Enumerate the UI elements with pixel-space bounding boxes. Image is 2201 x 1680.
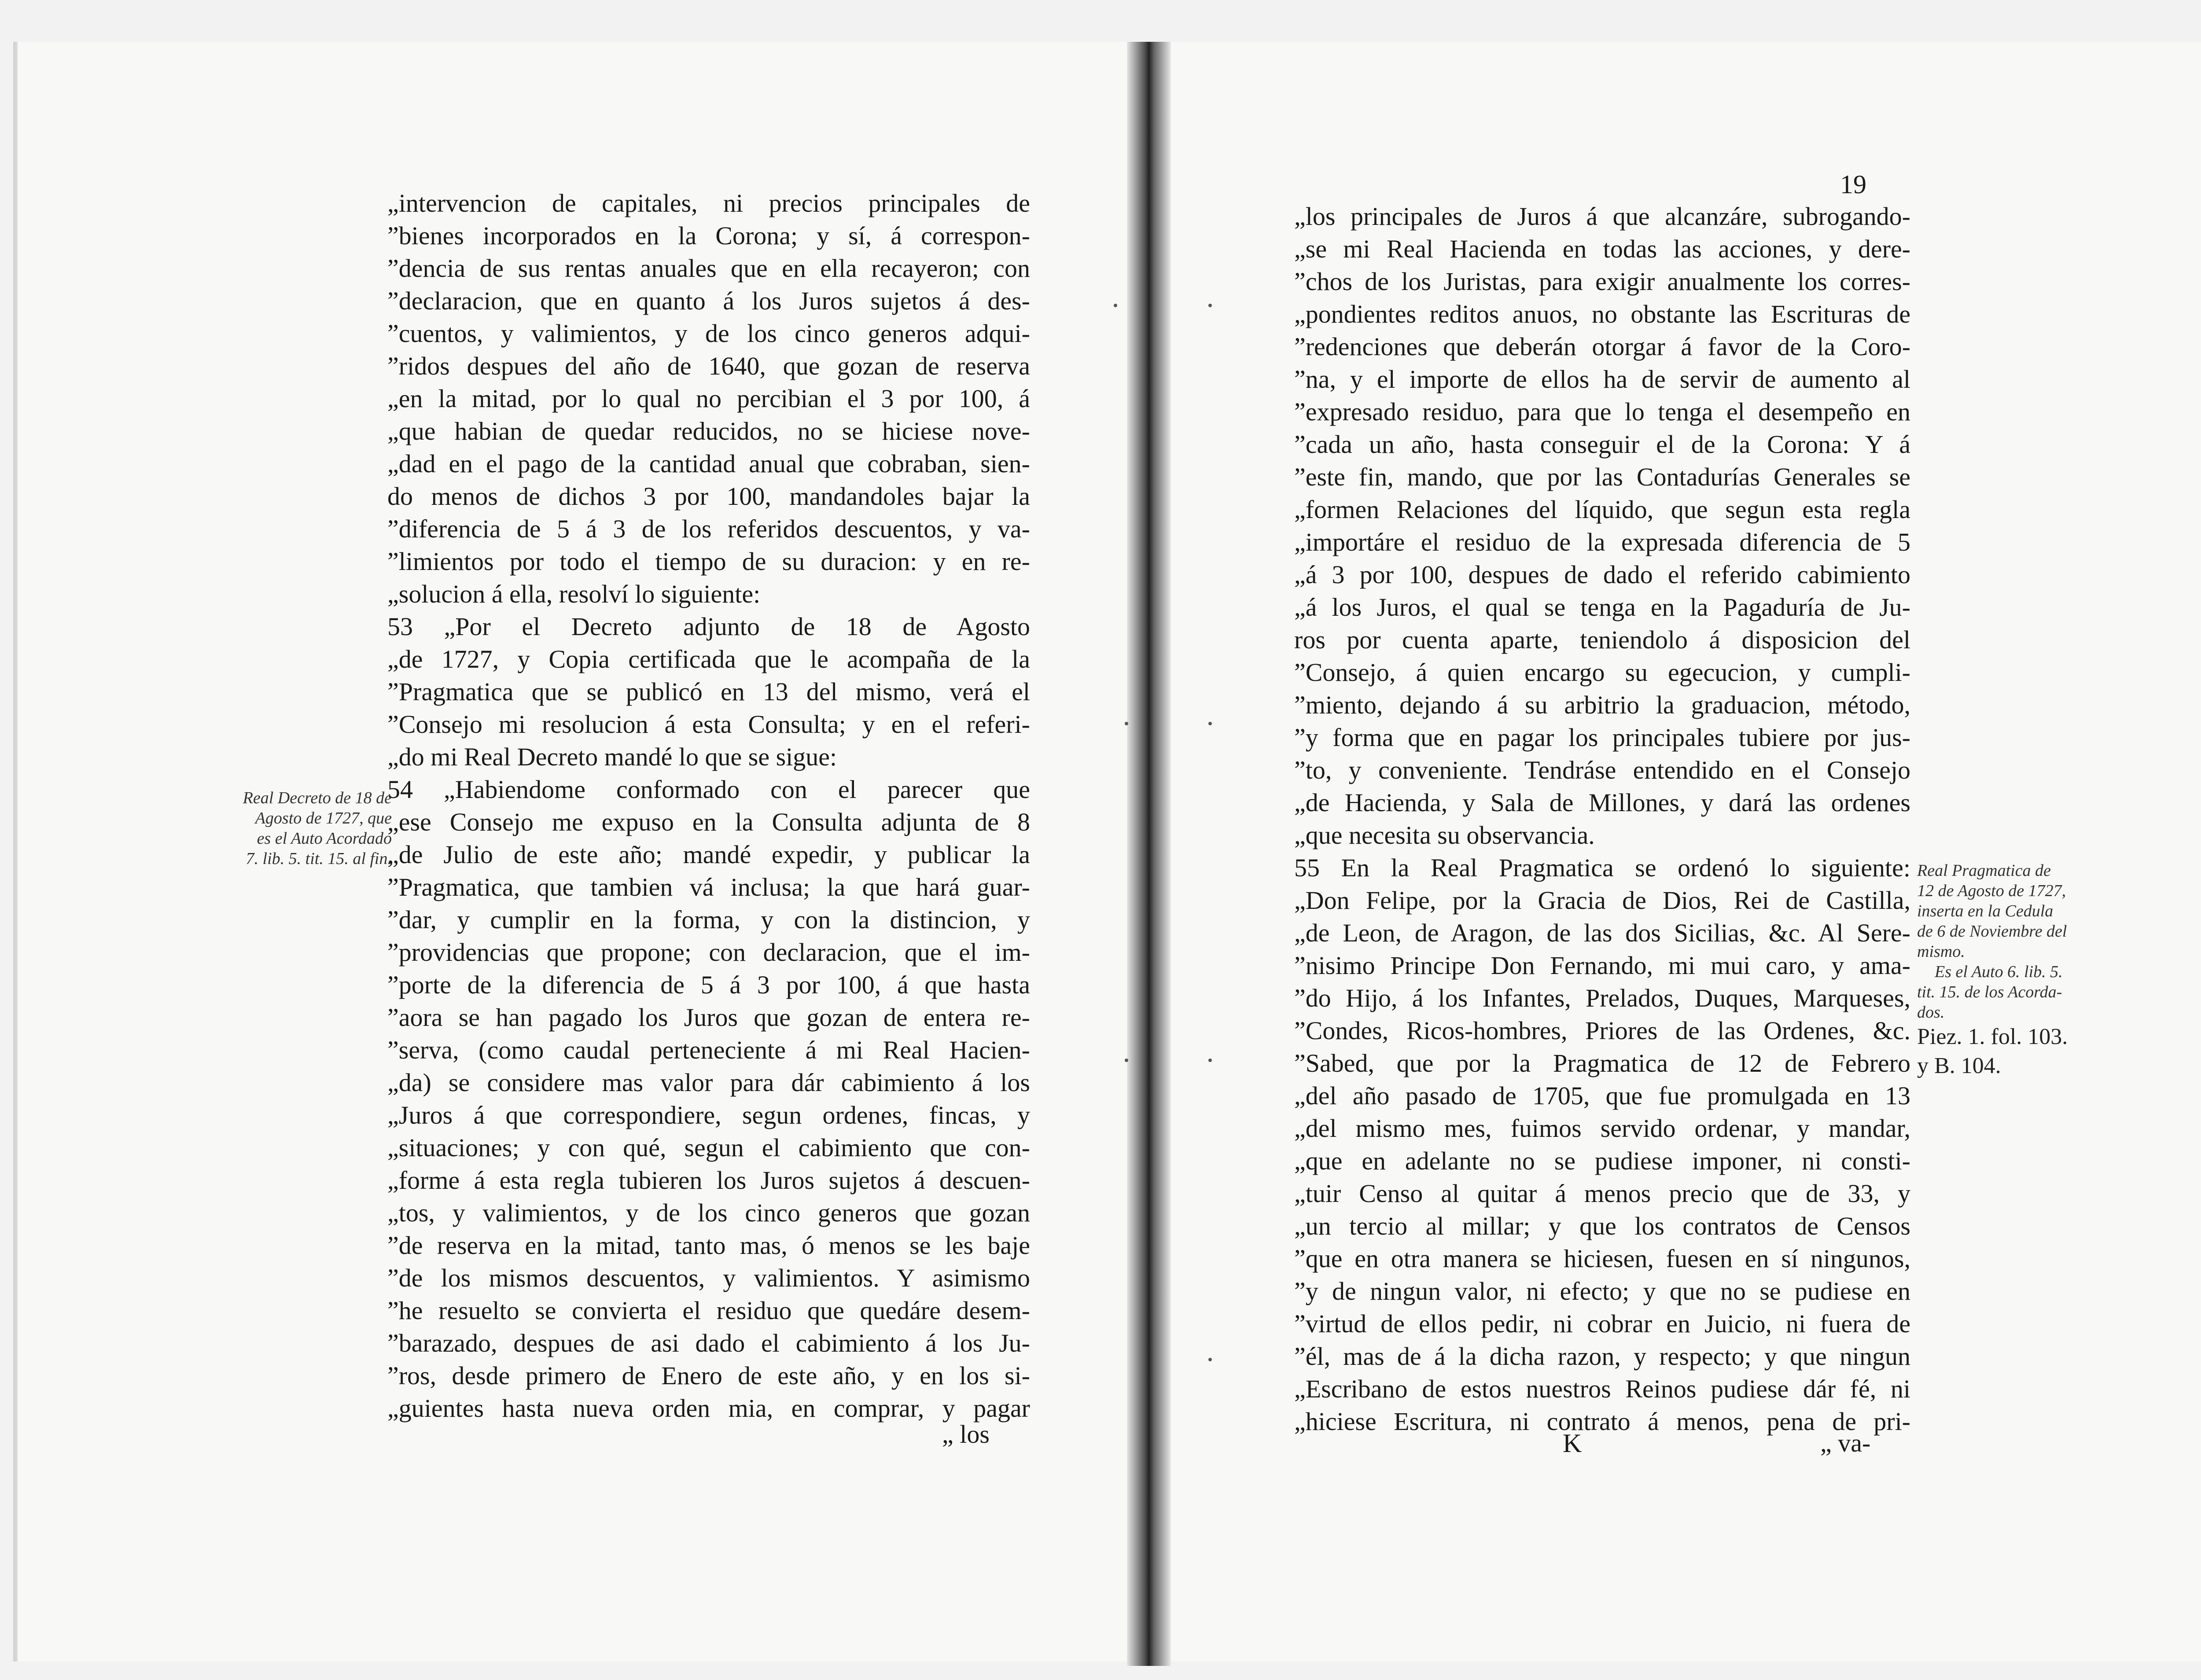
- text-line: ”he resuelto se convierta el residuo que quedáre desem-: [387, 1296, 1030, 1325]
- marginal-note-line: inserta en la Cedula: [1917, 902, 2054, 920]
- text-line: ”Pragmatica, que tambien vá inclusa; la que hará guar-: [387, 873, 1030, 901]
- right-marginal-note: [1917, 860, 2128, 1081]
- text-line: „do mi Real Decreto mandé lo que se sigue:: [387, 743, 837, 771]
- text-line: „del año pasado de 1705, que fue promulgada en 13: [1294, 1081, 1910, 1110]
- text-line: ”Condes, Ricos-hombres, Priores de las Ordenes, &c.: [1294, 1016, 1910, 1045]
- paper-speck: [1114, 304, 1117, 307]
- marginal-note-line: Es el Auto 6. lib. 5.: [1935, 963, 2063, 981]
- text-line: ”nisimo Principe Don Fernando, mi mui caro, y ama-: [1294, 951, 1910, 980]
- text-line: ”de los mismos descuentos, y valimientos. Y asimismo: [387, 1264, 1030, 1292]
- text-line: „de 1727, y Copia certificada que le acompaña de la: [387, 645, 1030, 673]
- marginal-note-line: Real Decreto de 18 de: [243, 789, 392, 807]
- text-line: „formen Relaciones del líquido, que segun esta regla: [1294, 495, 1910, 524]
- text-line: ”expresado residuo, para que lo tenga el desempeño en: [1294, 397, 1910, 426]
- text-line: „los principales de Juros á que alcanzáre, subrogando-: [1294, 202, 1910, 231]
- text-line: „se mi Real Hacienda en todas las acciones, y dere-: [1294, 235, 1910, 263]
- marginal-note-line: tit. 15. de los Acorda-: [1917, 983, 2062, 1001]
- text-line: „solucion á ella, resolví lo siguiente:: [387, 580, 761, 608]
- text-line: „de Hacienda, y Sala de Millones, y dará las ordenes: [1294, 788, 1910, 817]
- text-line: ”de reserva en la mitad, tanto mas, ó menos se les baje: [387, 1231, 1030, 1260]
- text-line: „que en adelante no se pudiese imponer, ni consti-: [1294, 1147, 1910, 1175]
- text-line: ”to, y conveniente. Tendráse entendido en el Consejo: [1294, 756, 1910, 784]
- text-line: „Escribano de estos nuestros Reinos pudiese dár fé, ni: [1294, 1375, 1910, 1403]
- text-line: „de Julio de este año; mandé expedir, y publicar la: [387, 840, 1030, 869]
- text-line: „tos, y valimientos, y de los cinco generos que gozan: [387, 1198, 1030, 1227]
- text-line: ”dar, y cumplir en la forma, y con la distincion, y: [387, 905, 1030, 934]
- marginal-note-line: es el Auto Acordado: [257, 829, 392, 848]
- right-page-text-column: [1294, 200, 1910, 1438]
- text-line: „á los Juros, el qual se tenga en la Pagaduría de Ju-: [1294, 593, 1910, 621]
- text-line: do menos de dichos 3 por 100, mandandoles bajar la: [387, 482, 1030, 511]
- text-line: „pondientes reditos anuos, no obstante las Escrituras de: [1294, 300, 1910, 328]
- text-line: ”él, mas de á la dicha razon, y respecto; y que ningun: [1294, 1342, 1910, 1371]
- text-line: „á 3 por 100, despues de dado el referido cabimiento: [1294, 560, 1910, 589]
- text-line: „ese Consejo me expuso en la Consulta adjunta de 8: [387, 808, 1030, 836]
- right-catchword: „ va-: [1820, 1429, 1871, 1457]
- text-line: ”chos de los Juristas, para exigir anualmente los corres-: [1294, 267, 1910, 296]
- text-line: ”virtud de ellos pedir, ni cobrar en Juicio, ni fuera de: [1294, 1309, 1910, 1338]
- paper-speck: [1125, 1059, 1128, 1062]
- text-line: „dad en el pago de la cantidad anual que cobraban, sien-: [387, 449, 1030, 478]
- text-line: „hiciese Escritura, ni contrato á menos, pena de pri-: [1294, 1407, 1910, 1436]
- text-line: ”cada un año, hasta conseguir el de la Corona: Y á: [1294, 430, 1910, 459]
- text-line: ”bienes incorporados en la Corona; y sí, á correspon-: [387, 221, 1030, 250]
- paper-speck: [1125, 722, 1128, 725]
- text-line: ”porte de la diferencia de 5 á 3 por 100, á que hasta: [387, 971, 1030, 999]
- text-line: ”y de ningun valor, ni efecto; y que no se pudiese en: [1294, 1277, 1910, 1305]
- text-line: „que necesita su observancia.: [1294, 821, 1595, 849]
- text-line: ”providencias que propone; con declaracion, que el im-: [387, 938, 1030, 967]
- text-line: „en la mitad, por lo qual no percibian el 3 por 100, á: [387, 384, 1030, 413]
- marginal-note-line: 7. lib. 5. tit. 15. al fin.: [246, 849, 392, 868]
- text-line: ”ros, desde primero de Enero de este año, y en los si-: [387, 1361, 1030, 1390]
- text-line: „tuir Censo al quitar á menos precio que de 33, y: [1294, 1179, 1910, 1208]
- page-number: 19: [1840, 170, 1866, 199]
- marginal-note-line: dos.: [1917, 1003, 1945, 1022]
- marginal-note-line: mismo.: [1917, 942, 1965, 961]
- text-line: ”que en otra manera se hiciesen, fuesen en sí ningunos,: [1294, 1244, 1910, 1273]
- paragraph-53-start: 53 „Por el Decreto adjunto de 18 de Agosto: [387, 612, 1030, 641]
- text-line: „que habian de quedar reducidos, no se hiciese nove-: [387, 417, 1030, 445]
- text-line: ”y forma que en pagar los principales tubiere por jus-: [1294, 723, 1910, 752]
- text-line: ”na, y el importe de ellos ha de servir de aumento al: [1294, 365, 1910, 393]
- text-line: „forme á esta regla tubieren los Juros sujetos á descuen-: [387, 1166, 1030, 1195]
- paragraph-55-start: 55 En la Real Pragmatica se ordenó lo siguiente:: [1294, 853, 1910, 882]
- paper-speck: [1208, 304, 1212, 307]
- text-line: ”limientos por todo el tiempo de su duracion: y en re-: [387, 547, 1030, 576]
- paragraph-54-start: 54 „Habiendome conformado con el parecer que: [387, 775, 1030, 804]
- marginal-note-line: de 6 de Noviembre del: [1917, 922, 2067, 941]
- left-page-text-column: [387, 187, 1030, 1425]
- text-line: „importáre el residuo de la expresada diferencia de 5: [1294, 528, 1910, 556]
- text-line: „de Leon, de Aragon, de las dos Sicilias, &c. Al Sere-: [1294, 919, 1910, 947]
- marginal-reference-line: y B. 104.: [1917, 1053, 2001, 1078]
- text-line: „Juros á que correspondiere, segun ordenes, fincas, y: [387, 1101, 1030, 1129]
- text-line: ”dencia de sus rentas anuales que en ella recayeron; con: [387, 254, 1030, 283]
- marginal-note-line: Agosto de 1727, que: [255, 809, 392, 827]
- text-line: ros por cuenta aparte, teniendolo á disposicion del: [1294, 625, 1910, 654]
- text-line: ”Sabed, que por la Pragmatica de 12 de Febrero: [1294, 1049, 1910, 1077]
- text-line: „del mismo mes, fuimos servido ordenar, y mandar,: [1294, 1114, 1910, 1143]
- text-line: ”Consejo, á quien encargo su egecucion, y cumpli-: [1294, 658, 1910, 687]
- text-line: ”miento, dejando á su arbitrio la graduacion, método,: [1294, 691, 1910, 719]
- left-marginal-note: [198, 788, 392, 869]
- text-line: ”redenciones que deberán otorgar á favor de la Coro-: [1294, 332, 1910, 361]
- text-line: „intervencion de capitales, ni precios principales de: [387, 189, 1030, 217]
- book-gutter: [1127, 42, 1171, 1666]
- text-line: ”barazado, despues de asi dado el cabimiento á los Ju-: [387, 1329, 1030, 1357]
- text-line: „Don Felipe, por la Gracia de Dios, Rei de Castilla,: [1294, 886, 1910, 915]
- left-catchword: „ los: [942, 1420, 990, 1448]
- marginal-reference-line: Piez. 1. fol. 103.: [1917, 1024, 2068, 1049]
- text-line: ”diferencia de 5 á 3 de los referidos descuentos, y va-: [387, 515, 1030, 543]
- text-line: ”este fin, mando, que por las Contadurías Generales se: [1294, 463, 1910, 491]
- text-line: „guientes hasta nueva orden mia, en comprar, y pagar: [387, 1394, 1030, 1423]
- text-line: „situaciones; y con qué, segun el cabimiento que con-: [387, 1133, 1030, 1162]
- text-line: ”Pragmatica que se publicó en 13 del mismo, verá el: [387, 677, 1030, 706]
- marginal-note-line: Real Pragmatica de: [1917, 861, 2051, 880]
- text-line: ”Consejo mi resolucion á esta Consulta; y en el referi-: [387, 710, 1030, 739]
- marginal-note-line: 12 de Agosto de 1727,: [1917, 882, 2066, 900]
- text-line: ”aora se han pagado los Juros que gozan de entera re-: [387, 1003, 1030, 1032]
- paper-speck: [1208, 1059, 1212, 1062]
- signature-mark: K: [1563, 1429, 1582, 1458]
- text-line: ”do Hijo, á los Infantes, Prelados, Duques, Marqueses,: [1294, 984, 1910, 1012]
- text-line: ”serva, (como caudal perteneciente á mi Real Hacien-: [387, 1036, 1030, 1064]
- text-line: ”ridos despues del año de 1640, que gozan de reserva: [387, 352, 1030, 380]
- text-line: „da) se considere mas valor para dár cabimiento á los: [387, 1068, 1030, 1097]
- text-line: ”declaracion, que en quanto á los Juros sujetos á des-: [387, 287, 1030, 315]
- paper-speck: [1208, 722, 1212, 725]
- text-line: „un tercio al millar; y que los contratos de Censos: [1294, 1212, 1910, 1240]
- text-line: ”cuentos, y valimientos, y de los cinco generos adqui-: [387, 319, 1030, 348]
- paper-speck: [1208, 1358, 1212, 1361]
